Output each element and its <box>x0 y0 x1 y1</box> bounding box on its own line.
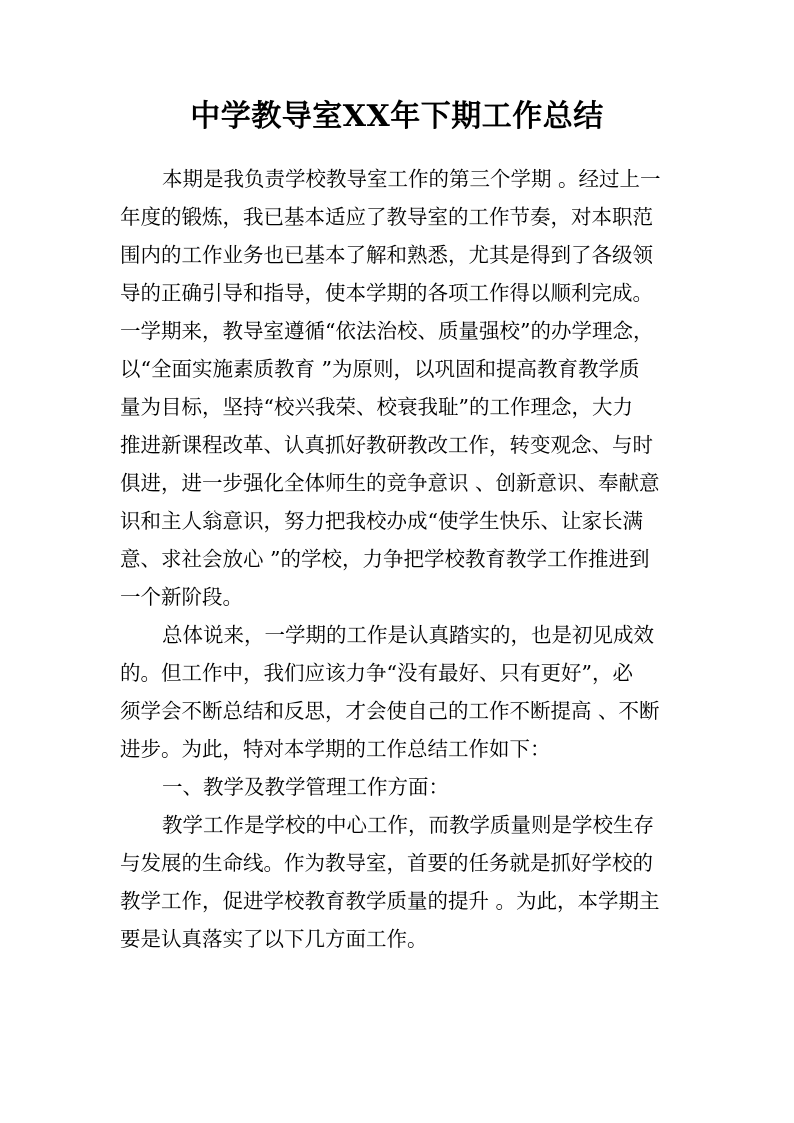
paragraph-line: 俱进，进一步强化全体师生的竞争意识 、创新意识、奉献意 <box>120 471 660 495</box>
paragraph-line: 总体说来，一学期的工作是认真踏实的，也是初见成效 <box>162 623 654 647</box>
paragraph-line: 本期是我负责学校教导室工作的第三个学期 。经过上一 <box>162 167 661 191</box>
paragraph-line: 与发展的生命线。作为教导室，首要的任务就是抓好学校的 <box>120 851 653 875</box>
paragraph-line: 识和主人翁意识，努力把我校办成“使学生快乐、让家长满 <box>120 509 643 533</box>
paragraph-line: 导的正确引导和指导，使本学期的各项工作得以顺利完成。 <box>120 281 653 305</box>
paragraph-line: 要是认真落实了以下几方面工作。 <box>120 927 428 951</box>
paragraph-line: 量为目标，坚持“校兴我荣、校衰我耻”的工作理念，大力 <box>120 395 633 419</box>
paragraph-line: 以“全面实施素质教育 ”为原则，以巩固和提高教育教学质 <box>120 357 640 381</box>
paragraph-line: 年度的锻炼，我已基本适应了教导室的工作节奏，对本职范 <box>120 205 653 229</box>
paragraph-line: 推进新课程改革、认真抓好教研教改工作，转变观念、与时 <box>120 433 653 457</box>
paragraph-line: 围内的工作业务也已基本了解和熟悉，尤其是得到了各级领 <box>120 243 653 267</box>
document-body <box>120 160 690 958</box>
paragraph-line: 一学期来，教导室遵循“依法治校、质量强校”的办学理念， <box>120 319 654 343</box>
paragraph-line: 教学工作，促进学校教育教学质量的提升 。为此，本学期主 <box>120 889 660 913</box>
paragraph-line: 进步。为此，特对本学期的工作总结工作如下： <box>120 737 551 761</box>
paragraph-line: 须学会不断总结和反思，才会使自己的工作不断提高 、不断 <box>120 699 660 723</box>
document-title: 中学教导室XX年下期工作总结 <box>190 99 604 134</box>
paragraph-line: 的。但工作中，我们应该力争“没有最好、只有更好”，必 <box>120 661 633 685</box>
paragraph-line: 一个新阶段。 <box>120 585 243 609</box>
paragraph-line: 教学工作是学校的中心工作，而教学质量则是学校生存 <box>162 813 654 837</box>
paragraph-line: 意、求社会放心 ”的学校，力争把学校教育教学工作推进到 <box>120 547 650 571</box>
section-heading: 一、教学及教学管理工作方面： <box>162 775 449 799</box>
